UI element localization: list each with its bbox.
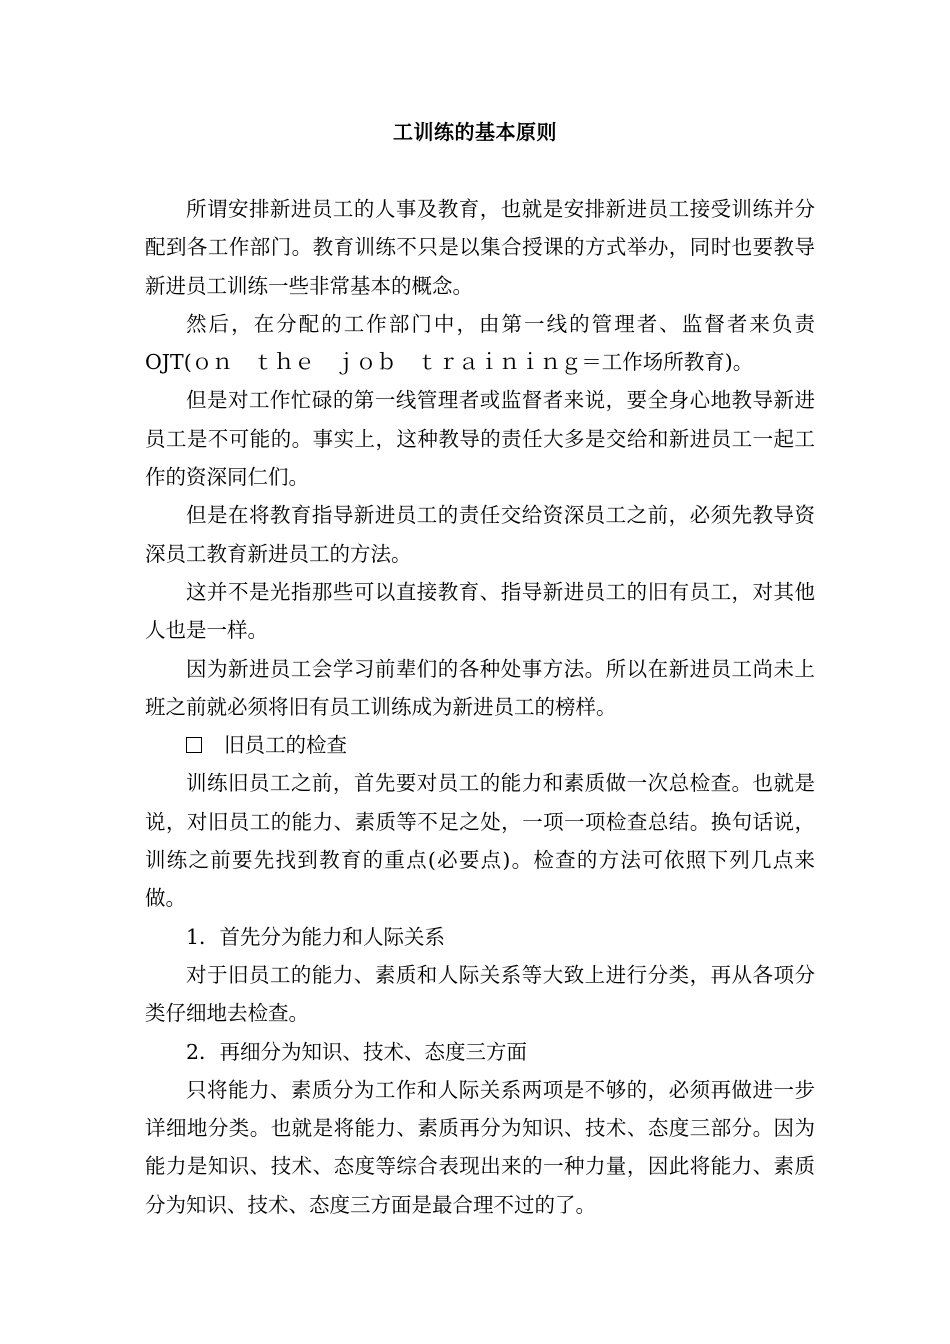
paragraph-5: 这并不是光指那些可以直接教育、指导新进员工的旧有员工，对其他人也是一样。 — [145, 579, 815, 643]
document-title: 工训练的基本原则 — [393, 120, 557, 144]
checkbox-icon — [186, 737, 202, 753]
paragraph-9: 只将能力、素质分为工作和人际关系两项是不够的，必须再做进一步详细地分类。也就是将能力、素质再分为知识、技术、态度三部分。因为能力是知识、技术、态度等综合表现出来的一种力量，因此将能力、素质分为知识、技术、态度三方面是最合理不过的了。 — [145, 1077, 815, 1217]
section-heading-text: 旧员工的检查 — [224, 733, 347, 758]
paragraph-3: 但是对工作忙碌的第一线管理者或监督者来说，要全身心地教导新进员工是不可能的。事实上，这种教导的责任大多是交给和新进员工一起工作的资深同仁们。 — [145, 388, 815, 490]
list-item-2: 2．再细分为知识、技术、态度三方面 — [186, 1039, 528, 1064]
paragraph-8: 对于旧员工的能力、素质和人际关系等大致上进行分类，再从各项分类仔细地去检查。 — [145, 962, 815, 1026]
paragraph-2: 然后，在分配的工作部门中，由第一线的管理者、监督者来负责OJT(ｏｎ ｔｈｅ ｊｏｂ ｔｒａｉｎｉｎｇ＝工作场所教育)。 — [145, 311, 815, 375]
document-body — [145, 190, 815, 1224]
list-item-1: 1．首先分为能力和人际关系 — [186, 924, 446, 949]
paragraph-7: 训练旧员工之前，首先要对员工的能力和素质做一次总检查。也就是说，对旧员工的能力、素质等不足之处，一项一项检查总结。换句话说，训练之前要先找到教育的重点(必要点)。检查的方法可依照下列几点来做。 — [145, 771, 815, 911]
paragraph-6: 因为新进员工会学习前辈们的各种处事方法。所以在新进员工尚未上班之前就必须将旧有员工训练成为新进员工的榜样。 — [145, 656, 815, 719]
paragraph-4: 但是在将教育指导新进员工的责任交给资深员工之前，必须先教导资深员工教育新进员工的方法。 — [145, 503, 815, 566]
section-heading — [145, 726, 815, 764]
paragraph-1: 所谓安排新进员工的人事及教育，也就是安排新进员工接受训练并分配到各工作部门。教育训练不只是以集合授课的方式举办，同时也要教导新进员工训练一些非常基本的概念。 — [145, 197, 815, 298]
